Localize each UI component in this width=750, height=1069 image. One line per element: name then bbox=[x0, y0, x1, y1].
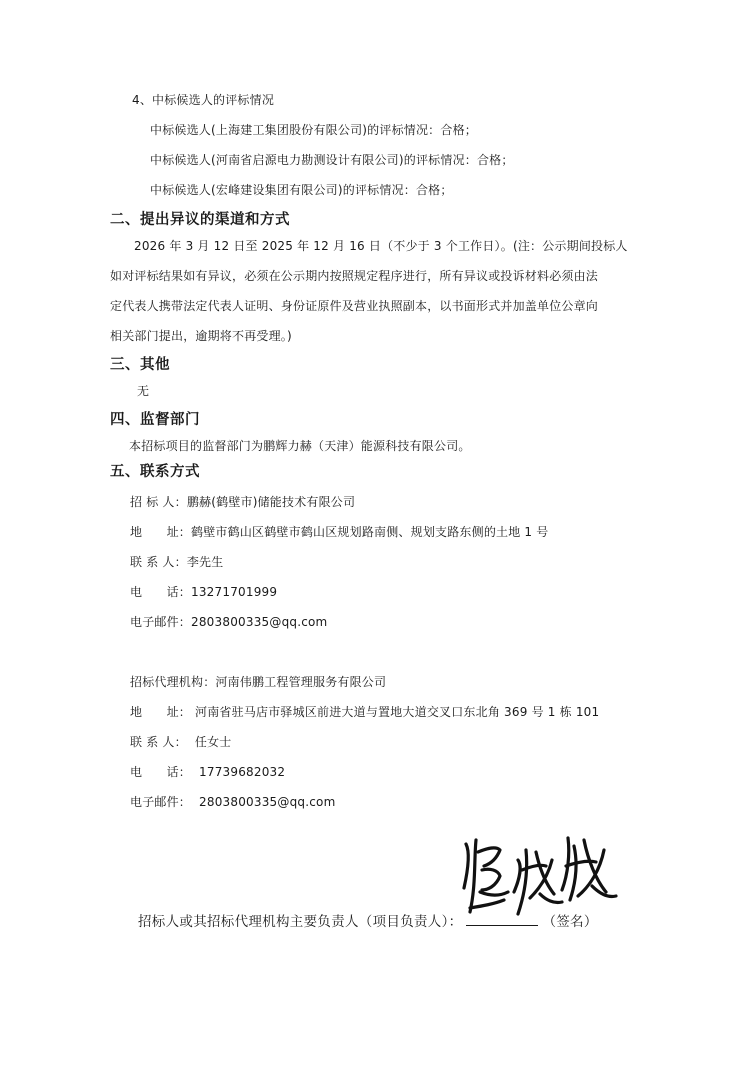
agency-email-label: 电子邮件： bbox=[130, 795, 192, 809]
objection-line-2: 如对评标结果如有异议，必须在公示期内按照规定程序进行，所有异议或投诉材料必须由法 bbox=[110, 269, 599, 283]
candidate-evaluation-2: 中标候选人(河南省启源电力勘测设计有限公司)的评标情况：合格； bbox=[150, 153, 514, 167]
tenderer-contact-label: 联 系 人： bbox=[130, 555, 187, 569]
objection-line-4: 相关部门提出，逾期将不再受理。) bbox=[110, 329, 292, 343]
agency-contact-label: 联 系 人： bbox=[130, 735, 187, 749]
agency-email-value: 2803800335@qq.com bbox=[199, 795, 336, 809]
signature-suffix: （签名） bbox=[542, 914, 598, 930]
tenderer-name-label: 招 标 人： bbox=[130, 495, 187, 509]
signature-statement-text: 招标人或其招标代理机构主要负责人（项目负责人）： bbox=[138, 914, 463, 930]
agency-address-value: 河南省驻马店市驿城区前进大道与置地大道交叉口东北角 369 号 1 栋 101 bbox=[195, 705, 600, 719]
tenderer-email-value: 2803800335@qq.com bbox=[191, 615, 328, 629]
tenderer-address-value: 鹤壁市鹤山区鹤壁市鹤山区规划路南侧、规划支路东侧的土地 1 号 bbox=[191, 525, 549, 539]
agency-email-row bbox=[130, 794, 335, 810]
tenderer-name-row bbox=[130, 494, 355, 510]
signature-blank-line bbox=[466, 913, 538, 926]
tenderer-address-row bbox=[130, 524, 548, 540]
supervision-content: 本招标项目的监督部门为鹏辉力赫（天津）能源科技有限公司。 bbox=[129, 439, 471, 453]
tenderer-email-row bbox=[130, 614, 327, 630]
tenderer-phone-label: 电 话： bbox=[130, 585, 192, 599]
tenderer-phone-value: 13271701999 bbox=[191, 585, 278, 599]
candidate-evaluation-1: 中标候选人(上海建工集团股份有限公司)的评标情况：合格； bbox=[150, 123, 477, 137]
agency-contact-value: 任女士 bbox=[194, 735, 232, 749]
tenderer-contact-row bbox=[130, 554, 223, 570]
tenderer-phone-row bbox=[130, 584, 277, 600]
agency-address-row bbox=[130, 704, 599, 720]
agency-address-label: 地 址： bbox=[130, 705, 192, 719]
other-content: 无 bbox=[137, 384, 150, 398]
agency-phone-label: 电 话： bbox=[130, 765, 192, 779]
other-heading: 三、其他 bbox=[110, 357, 170, 373]
agency-contact-row bbox=[130, 734, 231, 750]
tenderer-contact-value: 李先生 bbox=[186, 555, 224, 569]
section4-title: 4、中标候选人的评标情况 bbox=[132, 93, 275, 107]
objection-paragraph bbox=[110, 231, 645, 351]
contact-heading: 五、联系方式 bbox=[110, 464, 200, 480]
tenderer-email-label: 电子邮件： bbox=[130, 615, 192, 629]
signature-statement bbox=[138, 912, 598, 932]
tenderer-name-value: 鹏赫(鹤壁市)储能技术有限公司 bbox=[186, 495, 356, 509]
agency-name-value: 河南伟鹏工程管理服务有限公司 bbox=[215, 675, 387, 689]
agency-name-row bbox=[130, 674, 386, 690]
objection-line-3: 定代表人携带法定代表人证明、身份证原件及营业执照副本，以书面形式并加盖单位公章向 bbox=[110, 299, 599, 313]
agency-phone-row bbox=[130, 764, 285, 780]
agency-name-label: 招标代理机构： bbox=[130, 675, 216, 689]
tenderer-address-label: 地 址： bbox=[130, 525, 192, 539]
objection-heading: 二、提出异议的渠道和方式 bbox=[110, 212, 290, 228]
objection-line-1: 2026 年 3 月 12 日至 2025 年 12 月 16 日（不少于 3 个工作日）。(注：公示期间投标人 bbox=[134, 239, 628, 253]
supervision-heading: 四、监督部门 bbox=[110, 412, 200, 428]
candidate-evaluation-3: 中标候选人(宏峰建设集团有限公司)的评标情况：合格； bbox=[150, 183, 453, 197]
agency-phone-value: 17739682032 bbox=[199, 765, 286, 779]
